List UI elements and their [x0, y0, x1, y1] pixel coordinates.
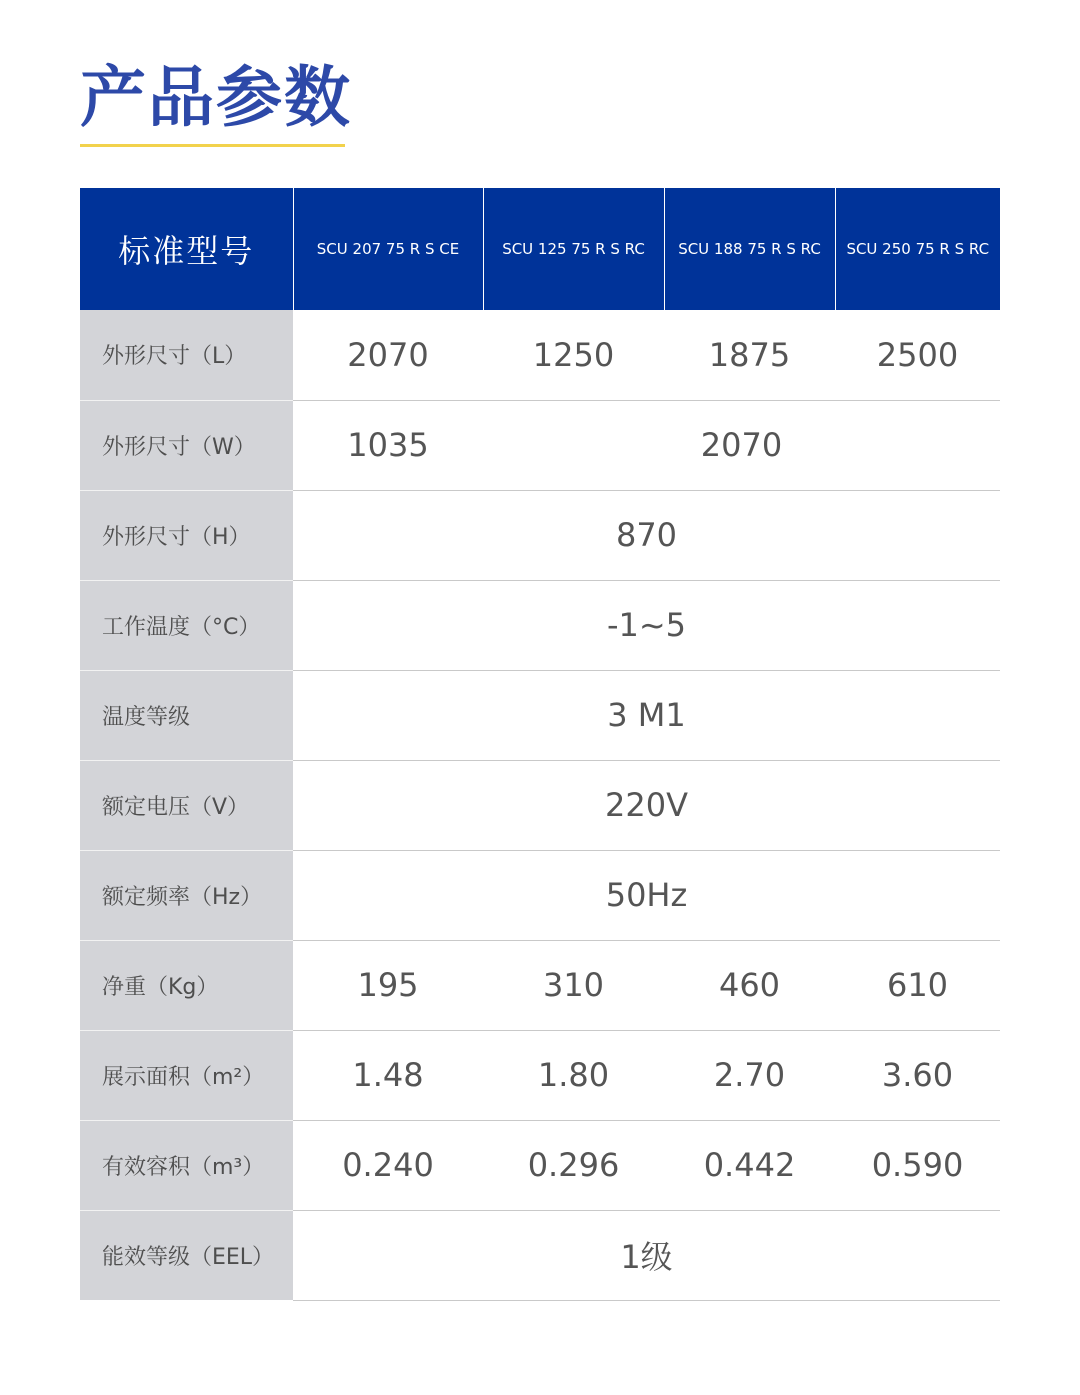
- table-cell: 610: [835, 940, 1000, 1030]
- table-cell: 3.60: [835, 1030, 1000, 1120]
- model-header: SCU 125 75 R S RC: [483, 188, 664, 310]
- table-cell: 50Hz: [293, 850, 1000, 940]
- page-title: 产品参数: [80, 59, 352, 136]
- table-row: [80, 1120, 1000, 1210]
- model-header: SCU 207 75 R S CE: [293, 188, 483, 310]
- table-cell: 1.80: [483, 1030, 664, 1120]
- table-row: [80, 490, 1000, 580]
- row-label: 外形尺寸（L）: [80, 310, 293, 400]
- spec-table: [80, 188, 1000, 1301]
- table-cell: 0.296: [483, 1120, 664, 1210]
- table-cell: 1.48: [293, 1030, 483, 1120]
- title-underline: [80, 144, 345, 147]
- model-header: SCU 188 75 R S RC: [664, 188, 835, 310]
- table-cell: 2070: [293, 310, 483, 400]
- row-label: 外形尺寸（H）: [80, 490, 293, 580]
- table-cell: 0.240: [293, 1120, 483, 1210]
- table-row: [80, 1030, 1000, 1120]
- row-label: 净重（Kg）: [80, 940, 293, 1030]
- table-cell: 2070: [483, 400, 1000, 490]
- row-label: 额定电压（V）: [80, 760, 293, 850]
- row-label: 能效等级（EEL）: [80, 1210, 293, 1300]
- table-cell: 460: [664, 940, 835, 1030]
- row-label: 外形尺寸（W）: [80, 400, 293, 490]
- table-cell: 220V: [293, 760, 1000, 850]
- row-label: 工作温度（°C）: [80, 580, 293, 670]
- row-label: 温度等级: [80, 670, 293, 760]
- table-cell: 1级: [293, 1210, 1000, 1300]
- table-cell: 1875: [664, 310, 835, 400]
- row-label: 有效容积（m³）: [80, 1120, 293, 1210]
- table-row: [80, 850, 1000, 940]
- table-cell: 195: [293, 940, 483, 1030]
- table-row: [80, 580, 1000, 670]
- row-label: 额定频率（Hz）: [80, 850, 293, 940]
- table-row: [80, 940, 1000, 1030]
- header-row: [80, 188, 1000, 310]
- table-cell: 2.70: [664, 1030, 835, 1120]
- table-cell: 2500: [835, 310, 1000, 400]
- table-cell: 0.442: [664, 1120, 835, 1210]
- row-label: 展示面积（m²）: [80, 1030, 293, 1120]
- table-cell: 0.590: [835, 1120, 1000, 1210]
- table-row: [80, 670, 1000, 760]
- table-cell: 870: [293, 490, 1000, 580]
- model-header: SCU 250 75 R S RC: [835, 188, 1000, 310]
- table-row: [80, 1210, 1000, 1300]
- table-row: [80, 310, 1000, 400]
- table-row: [80, 400, 1000, 490]
- table-cell: 1035: [293, 400, 483, 490]
- table-cell: 310: [483, 940, 664, 1030]
- table-cell: 3 M1: [293, 670, 1000, 760]
- table-cell: 1250: [483, 310, 664, 400]
- header-label: 标准型号: [80, 188, 293, 310]
- table-cell: -1~5: [293, 580, 1000, 670]
- table-row: [80, 760, 1000, 850]
